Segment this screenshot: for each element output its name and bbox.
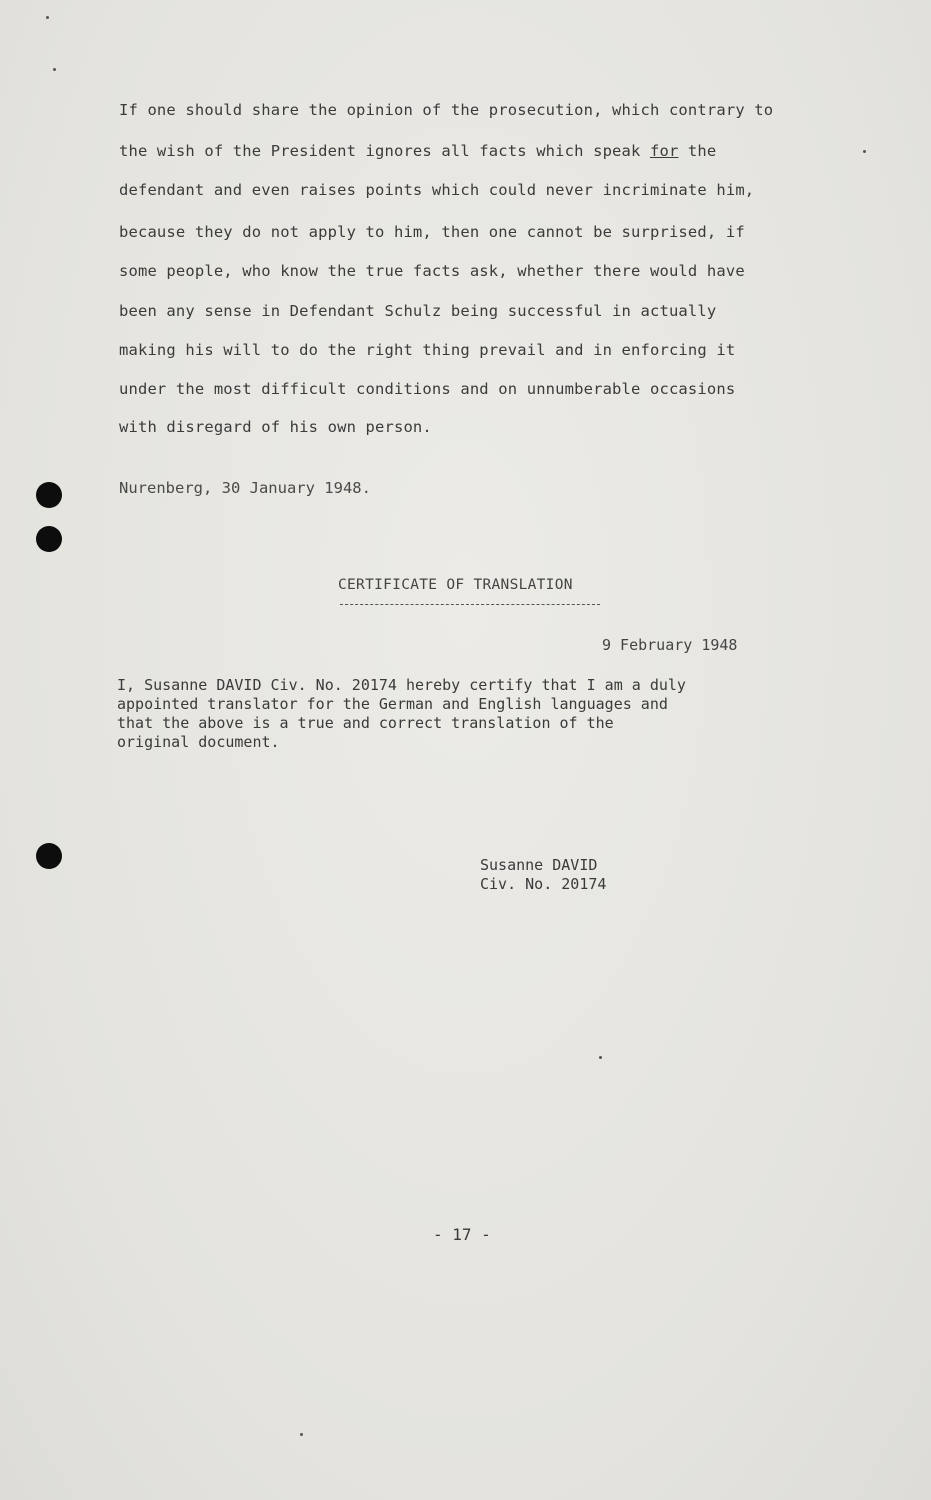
page-number: - 17 - (433, 1225, 491, 1244)
certificate-line-3: that the above is a true and correct translation of the (117, 714, 614, 732)
paragraph-line-2-text: the wish of the President ignores all facts which speak (119, 142, 650, 160)
speck (300, 1433, 303, 1436)
underlined-word: for (649, 142, 679, 160)
speck (46, 16, 49, 19)
speck (599, 1056, 602, 1059)
certificate-title: CERTIFICATE OF TRANSLATION (338, 577, 573, 593)
signature-civ-number: Civ. No. 20174 (480, 875, 607, 893)
paragraph-line-9: with disregard of his own person. (119, 418, 432, 436)
speck (863, 150, 866, 153)
certificate-date: 9 February 1948 (602, 636, 738, 654)
certificate-line-1: I, Susanne DAVID Civ. No. 20174 hereby certify that I am a duly (117, 676, 686, 694)
punch-hole-bottom (36, 843, 62, 869)
punch-hole-middle (36, 526, 62, 552)
paragraph-line-3: defendant and even raises points which could never incriminate him, (119, 181, 755, 199)
paragraph-line-6: been any sense in Defendant Schulz being successful in actually (119, 302, 717, 320)
certificate-title-rule (340, 604, 600, 605)
paragraph-line-1: If one should share the opinion of the prosecution, which contrary to (119, 101, 774, 119)
signature-name: Susanne DAVID (480, 856, 598, 874)
speck (53, 68, 56, 71)
place-date: Nurenberg, 30 January 1948. (119, 479, 371, 497)
paragraph-line-4: because they do not apply to him, then one cannot be surprised, if (119, 223, 745, 241)
certificate-line-2: appointed translator for the German and English languages and (117, 695, 668, 713)
paragraph-line-2 (119, 142, 716, 160)
paragraph-line-2-tail: the (678, 142, 717, 160)
paragraph-line-8: under the most difficult conditions and on unnumberable occasions (119, 380, 736, 398)
paragraph-line-7: making his will to do the right thing prevail and in enforcing it (119, 341, 736, 359)
paragraph-line-5: some people, who know the true facts ask, whether there would have (119, 262, 745, 280)
certificate-line-4: original document. (117, 733, 280, 751)
punch-hole-top (36, 482, 62, 508)
